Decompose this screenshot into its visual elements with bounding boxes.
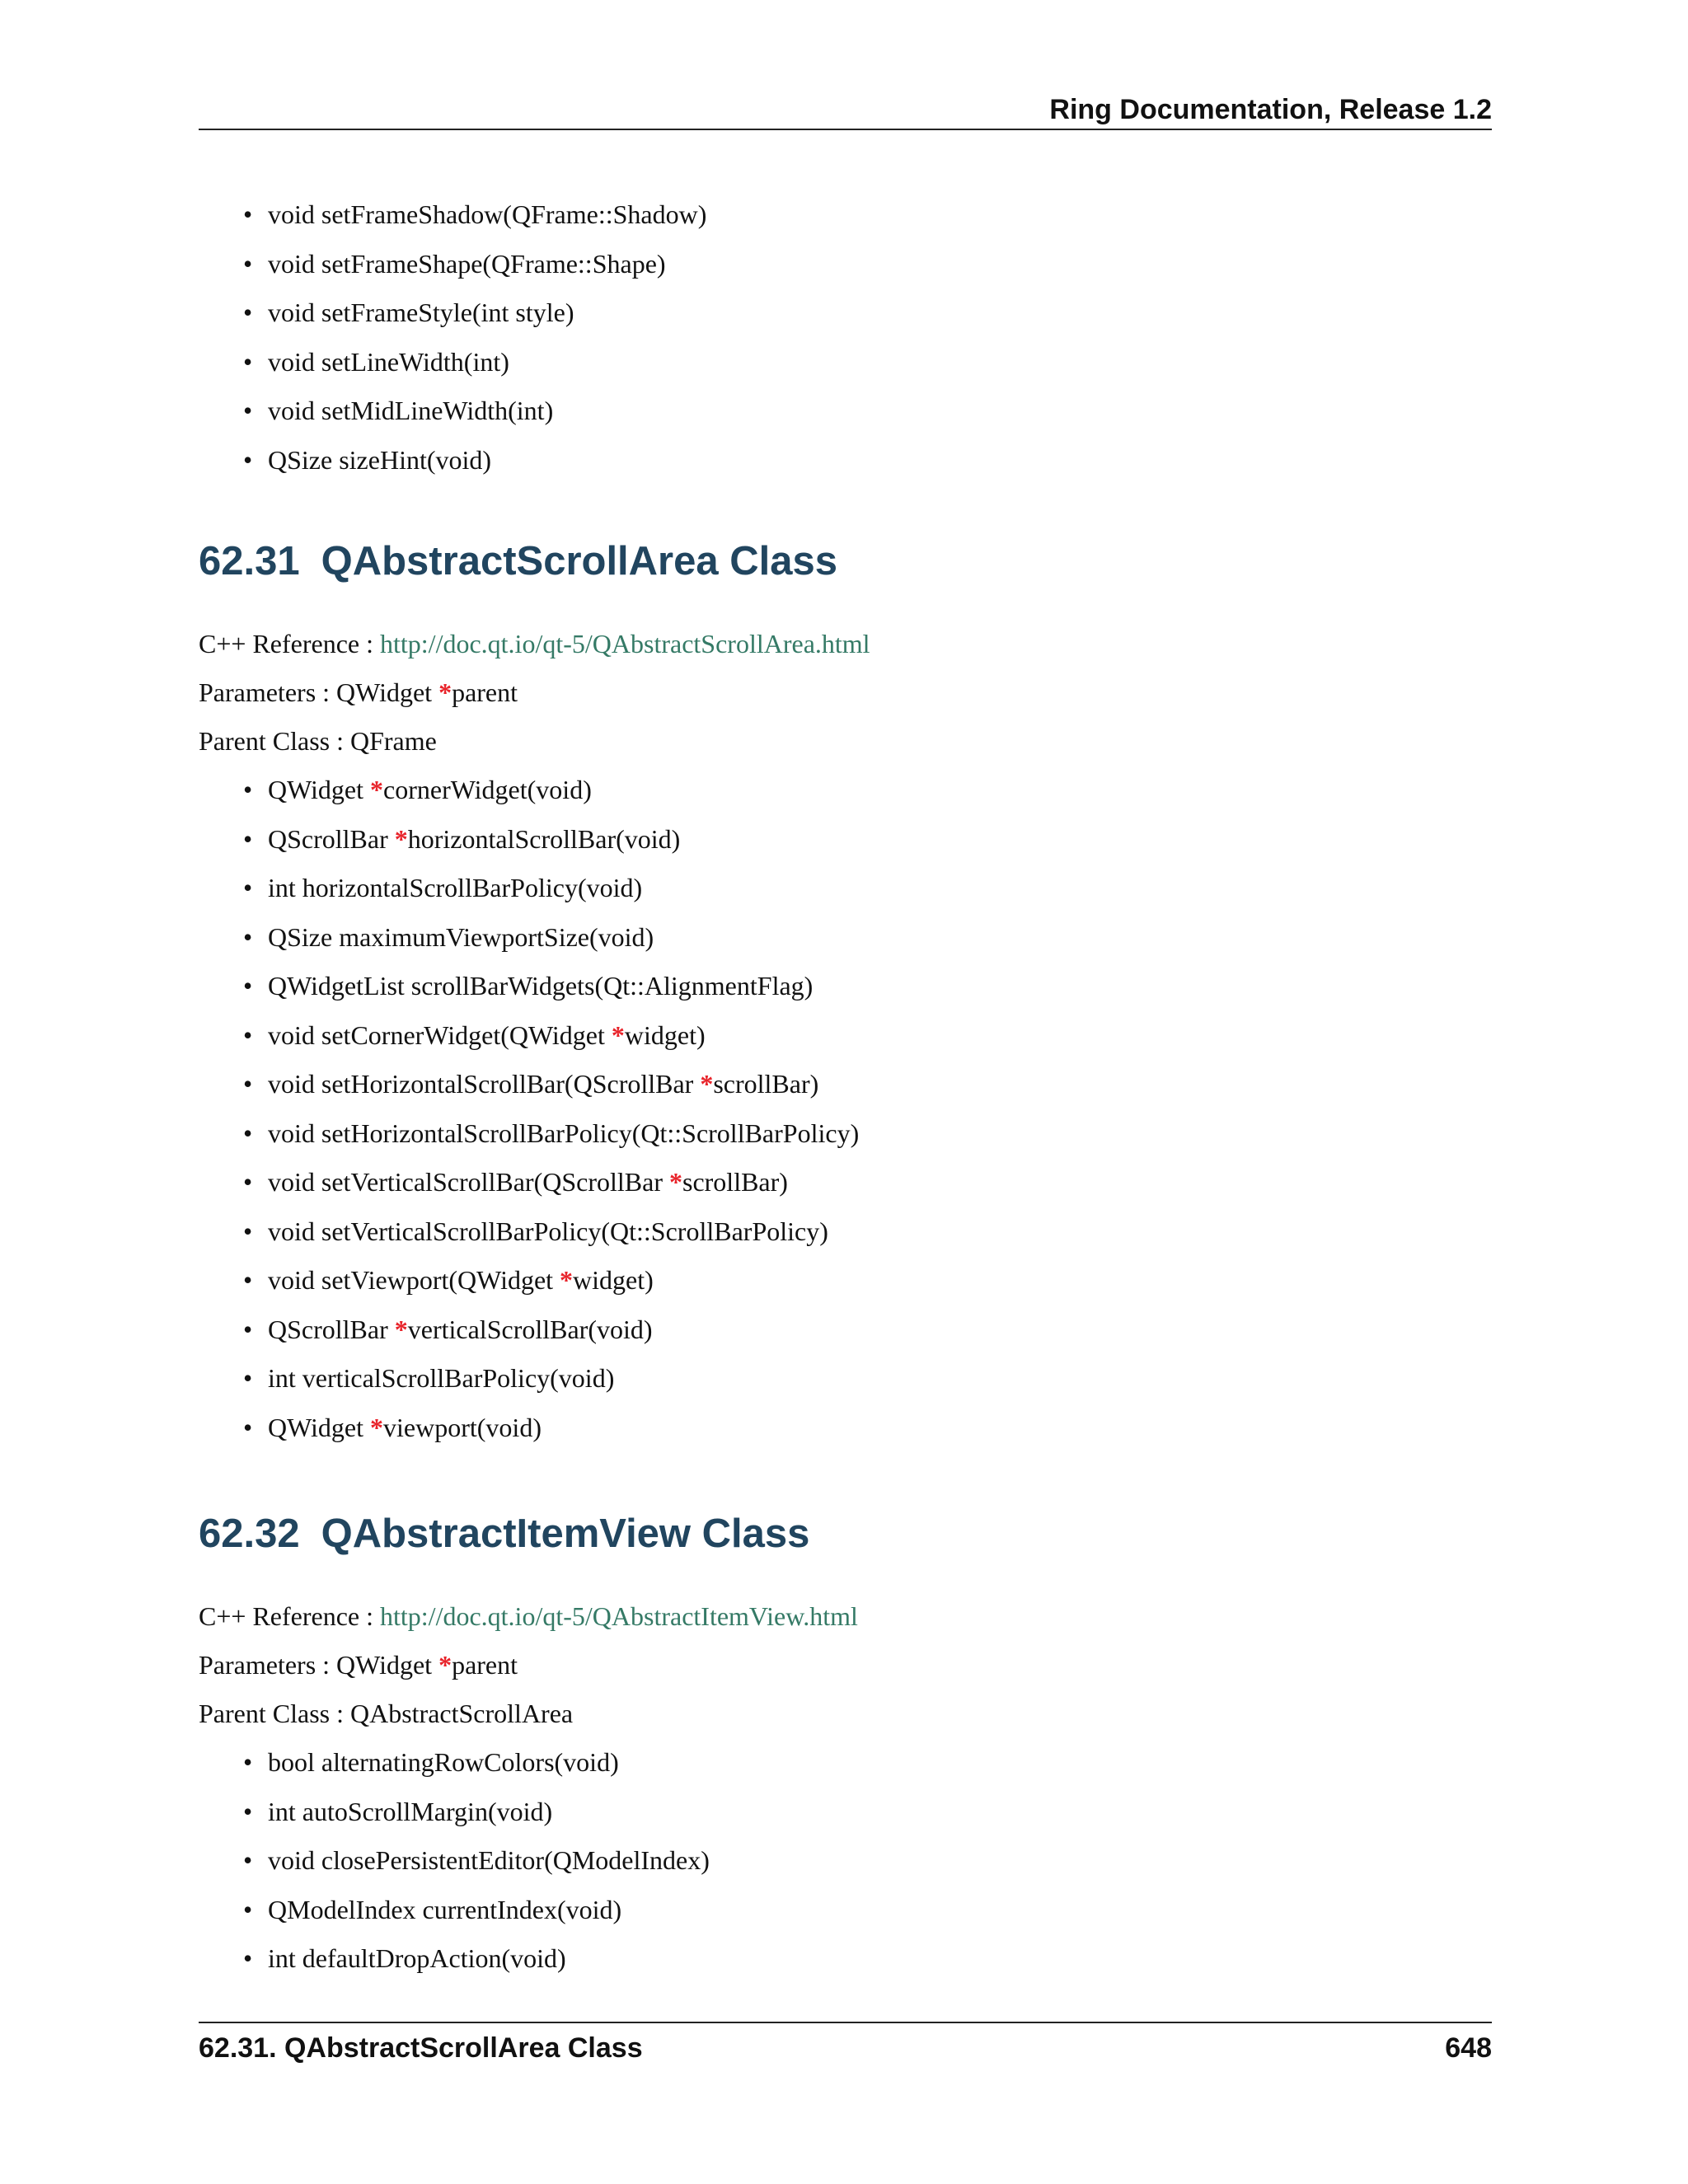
list-item: • void setFrameShadow(QFrame::Shadow)	[243, 199, 707, 229]
parent-class-line: Parent Class : QAbstractScrollArea	[199, 1699, 574, 1728]
list-item: • QWidgetList scrollBarWidgets(Qt::AlignmentFlag)	[243, 971, 814, 1001]
list-item: • void setVerticalScrollBarPolicy(Qt::ScrollBarPolicy)	[243, 1216, 828, 1246]
header-rule	[199, 129, 1492, 130]
list-item: • int autoScrollMargin(void)	[243, 1796, 553, 1826]
list-item: • QWidget *cornerWidget(void)	[243, 775, 592, 804]
list-item: • int horizontalScrollBarPolicy(void)	[243, 873, 643, 902]
cpp-reference-link[interactable]: http://doc.qt.io/qt-5/QAbstractScrollArea.html	[380, 629, 870, 658]
cpp-reference-line: C++ Reference : http://doc.qt.io/qt-5/QAbstractItemView.html	[199, 1601, 858, 1631]
list-item: • QModelIndex currentIndex(void)	[243, 1894, 622, 1924]
scrollarea-method-list	[243, 773, 859, 1460]
cpp-reference-link[interactable]: http://doc.qt.io/qt-5/QAbstractItemView.html	[380, 1601, 858, 1631]
list-item: • int verticalScrollBarPolicy(void)	[243, 1363, 615, 1393]
document-page	[199, 0, 1492, 2184]
itemview-method-list	[243, 1746, 710, 1991]
section-heading-62-32	[199, 1509, 809, 1558]
list-item: • QWidget *viewport(void)	[243, 1412, 542, 1442]
section-title: QAbstractScrollArea Class	[321, 539, 838, 583]
list-item: • void setViewport(QWidget *widget)	[243, 1265, 654, 1295]
cpp-reference-line: C++ Reference : http://doc.qt.io/qt-5/QAbstractScrollArea.html	[199, 629, 870, 658]
parent-class-line: Parent Class : QFrame	[199, 726, 437, 756]
section-heading-62-31	[199, 537, 837, 586]
section-title: QAbstractItemView Class	[321, 1511, 810, 1556]
footer-section-title: 62.31. QAbstractScrollArea Class	[199, 2032, 643, 2064]
list-item: • void setMidLineWidth(int)	[243, 396, 554, 425]
section-number: 62.31	[199, 539, 300, 583]
list-item: • void setFrameShape(QFrame::Shape)	[243, 248, 666, 279]
parameters-line: Parameters : QWidget *parent	[199, 1650, 518, 1680]
list-item: • void setHorizontalScrollBarPolicy(Qt::ScrollBarPolicy)	[243, 1118, 860, 1148]
list-item: • QSize sizeHint(void)	[243, 444, 492, 475]
list-item: • void closePersistentEditor(QModelIndex)	[243, 1845, 710, 1875]
list-item: • void setVerticalScrollBar(QScrollBar *scrollBar)	[243, 1167, 788, 1197]
list-item: • QScrollBar *verticalScrollBar(void)	[243, 1314, 653, 1344]
footer-rule	[199, 2022, 1492, 2023]
list-item: • void setFrameStyle(int style)	[243, 298, 574, 327]
running-header: Ring Documentation, Release 1.2	[1049, 94, 1492, 125]
list-item: • bool alternatingRowColors(void)	[243, 1747, 619, 1777]
list-item: • int defaultDropAction(void)	[243, 1943, 566, 1973]
list-item: • void setHorizontalScrollBar(QScrollBar *scrollBar)	[243, 1069, 819, 1099]
parameters-line: Parameters : QWidget *parent	[199, 677, 518, 707]
list-item: • void setLineWidth(int)	[243, 346, 509, 377]
list-item: • QSize maximumViewportSize(void)	[243, 921, 654, 952]
frame-method-list	[243, 198, 706, 492]
list-item: • QScrollBar *horizontalScrollBar(void)	[243, 823, 681, 854]
page-number: 648	[1445, 2032, 1492, 2064]
list-item: • void setCornerWidget(QWidget *widget)	[243, 1019, 706, 1050]
section-number: 62.32	[199, 1511, 300, 1556]
